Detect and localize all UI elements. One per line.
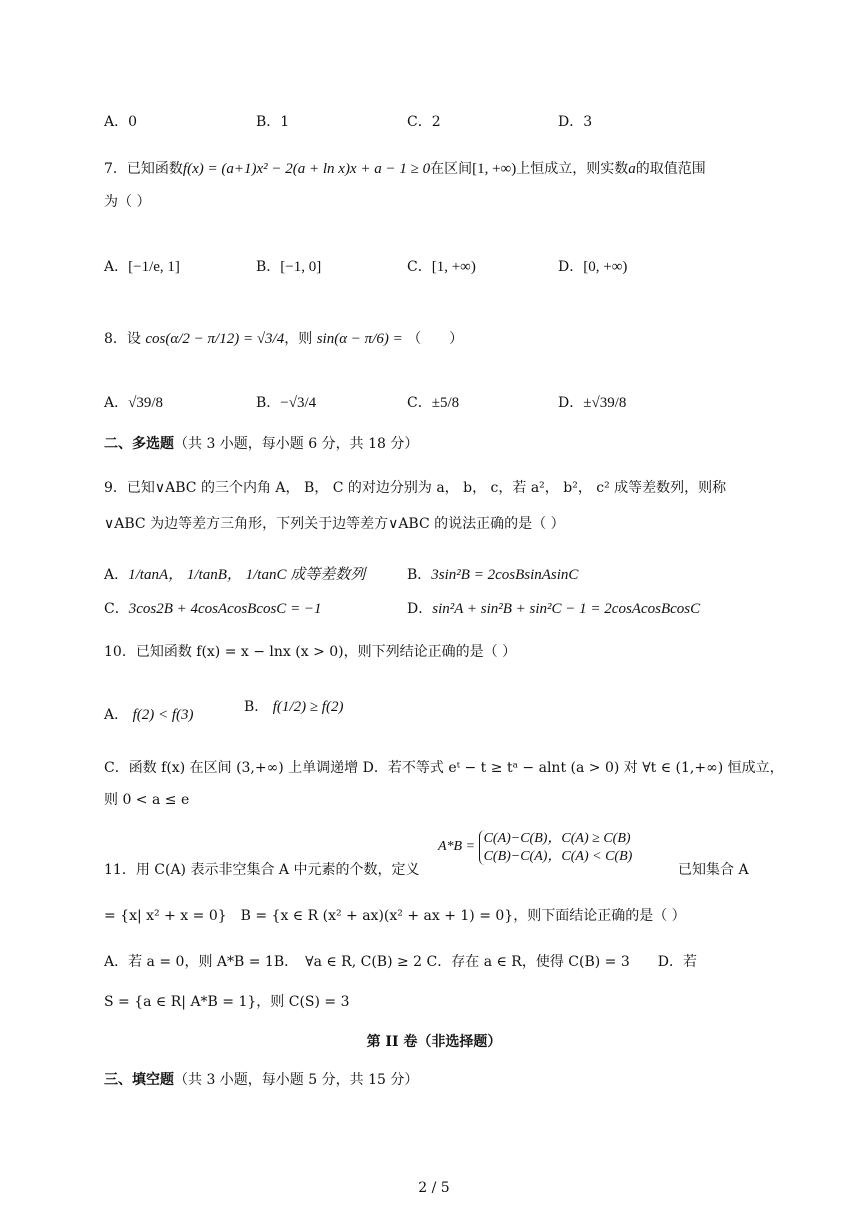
q9-option-d: D．sin²A + sin²B + sin²C − 1 = 2cosAcosBcosC [407,601,701,617]
section-3-heading: 三、填空题（共 3 小题，每小题 5 分，共 15 分） [104,1072,419,1088]
q11-stem-line1: 11．用 C(A) 表示非空集合 A 中元素的个数，定义 [104,862,420,878]
q8-option-b: B．−√3/4 [256,395,317,411]
q8-option-c: C．±5/8 [407,395,460,411]
q7-option-a: A．[−1/e, 1] [104,259,180,275]
q7-option-b: B．[−1, 0] [256,259,322,275]
q9-stem-line1: 9．已知∨ABC 的三个内角 A， B， C 的对边分别为 a， b， c，若 a²， b²， c² 成等差数列，则称 [104,480,727,496]
q11-stem-line2: = {x| x² + x = 0} B = {x ∈ R (x² + ax)(x² + ax + 1) = 0}，则下面结论正确的是（ ） [104,908,686,924]
q7-stem-line1: 7．已知函数f(x) = (a+1)x² − 2(a + ln x)x + a − 1 ≥ 0在区间[1, +∞)上恒成立，则实数a的取值范围 [104,161,706,177]
q10-option-d-line2: 则 0 < a ≤ e [104,792,190,808]
q9-option-a: A．1/tanA， 1/tanB， 1/tanC 成等差数列 [104,567,366,583]
q11-stem-line1-tail: 已知集合 A [678,862,749,878]
q10-option-b: B． f(1/2) ≥ f(2) [244,699,344,715]
q9-option-c: C．3cos2B + 4cosAcosBcosC = −1 [104,601,322,617]
q11-definition: A*B = C(A)−C(B)，C(A) ≥ C(B) C(B)−C(A)，C(A) < C(B) [438,831,633,864]
q10-option-a: A． f(2) < f(3) [104,707,194,723]
q8-stem: 8．设 cos(α/2 − π/12) = √3/4，则 sin(α − π/6) = （ ） [104,331,464,347]
part-2-heading: 第 II 卷（非选择题） [366,1034,502,1050]
q8-option-d: D．±√39/8 [558,395,627,411]
q6-option-b: B．1 [256,114,290,130]
q6-option-a: A．0 [104,114,138,130]
q11-options: A．若 a = 0，则 A*B = 1B． ∀a ∈ R, C(B) ≥ 2 C．存在 a ∈ R，使得 C(B) = 3 D．若 [104,954,697,970]
q6-option-c: C．2 [407,114,441,130]
q9-stem-line2: ∨ABC 为边等差方三角形，下列关于边等差方∨ABC 的说法正确的是（ ） [104,516,565,532]
q9-option-b: B．3sin²B = 2cosBsinAsinC [407,567,579,583]
q6-option-d: D．3 [558,114,593,130]
q7-option-d: D．[0, +∞) [558,259,628,275]
q7-stem-line2: 为（ ） [104,194,151,210]
q8-option-a: A．√39/8 [104,395,164,411]
q10-stem: 10．已知函数 f(x) = x − lnx (x > 0)，则下列结论正确的是（ ） [104,644,517,660]
page-number: 2 / 5 [418,1180,450,1196]
section-2-heading: 二、多选题（共 3 小题，每小题 6 分，共 18 分） [104,436,419,452]
q10-option-c-d: C．函数 f(x) 在区间 (3,+∞) 上单调递增 D．若不等式 eᵗ − t ≥ tᵃ − alnt (a > 0) 对 ∀t ∈ (1,+∞) 恒成立， [104,760,784,776]
q7-option-c: C．[1, +∞) [407,259,476,275]
q11-option-d-line2: S = {a ∈ R| A*B = 1}，则 C(S) = 3 [104,994,350,1010]
